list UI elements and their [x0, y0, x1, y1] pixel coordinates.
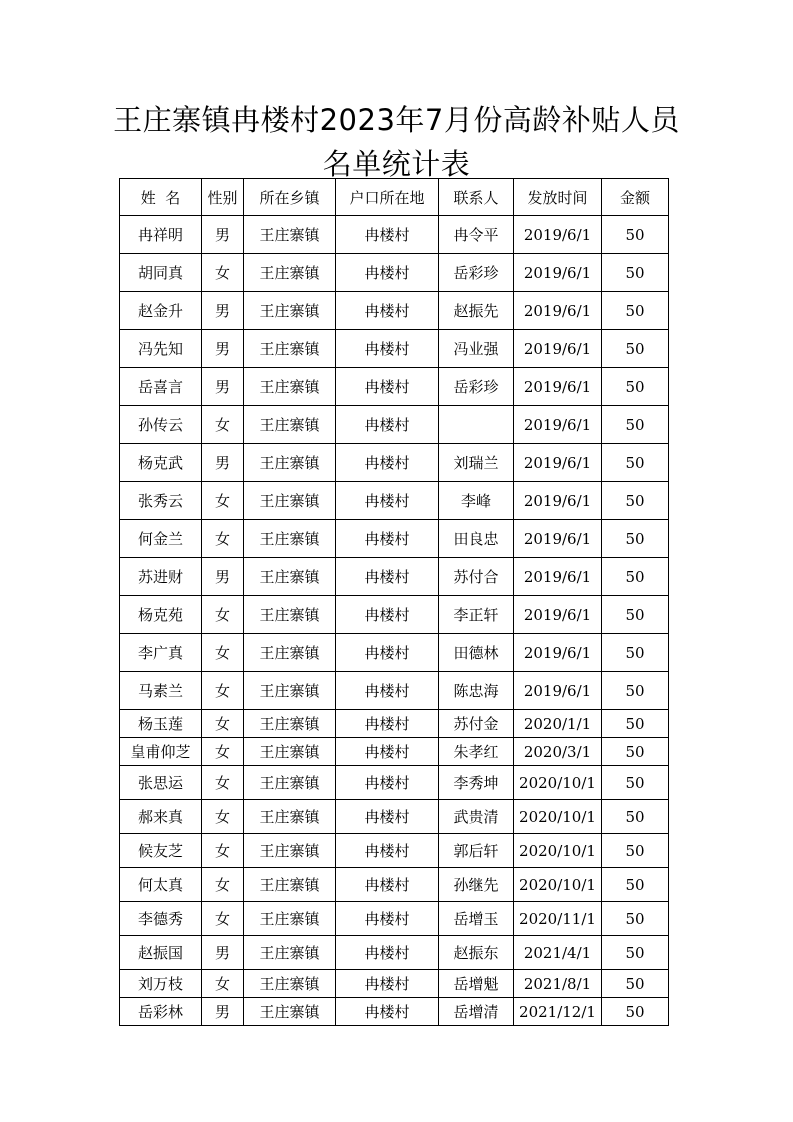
- cell-amount: 50: [602, 868, 669, 902]
- cell-name: 胡同真: [120, 254, 202, 292]
- cell-amount: 50: [602, 738, 669, 766]
- cell-contact: 冯业强: [439, 330, 514, 368]
- cell-gender: 女: [202, 710, 244, 738]
- cell-amount: 50: [602, 406, 669, 444]
- cell-issue-date: 2020/10/1: [514, 834, 602, 868]
- cell-name: 孙传云: [120, 406, 202, 444]
- cell-contact: 岳增魁: [439, 970, 514, 998]
- cell-name: 赵振国: [120, 936, 202, 970]
- subsidy-table: [119, 178, 669, 1026]
- cell-name: 冯先知: [120, 330, 202, 368]
- table-row: [120, 800, 669, 834]
- header-amount: 金额: [602, 179, 669, 216]
- cell-contact: 朱孝红: [439, 738, 514, 766]
- cell-contact: 李峰: [439, 482, 514, 520]
- cell-household: 冉楼村: [336, 998, 439, 1026]
- cell-gender: 女: [202, 834, 244, 868]
- cell-name: 岳喜言: [120, 368, 202, 406]
- cell-gender: 男: [202, 558, 244, 596]
- cell-household: 冉楼村: [336, 672, 439, 710]
- header-township: 所在乡镇: [244, 179, 336, 216]
- cell-gender: 女: [202, 970, 244, 998]
- cell-gender: 女: [202, 482, 244, 520]
- cell-gender: 男: [202, 936, 244, 970]
- cell-name: 李广真: [120, 634, 202, 672]
- cell-amount: 50: [602, 970, 669, 998]
- cell-amount: 50: [602, 444, 669, 482]
- table-row: [120, 292, 669, 330]
- cell-issue-date: 2019/6/1: [514, 406, 602, 444]
- cell-contact: 李秀坤: [439, 766, 514, 800]
- cell-household: 冉楼村: [336, 766, 439, 800]
- cell-gender: 女: [202, 672, 244, 710]
- cell-name: 候友芝: [120, 834, 202, 868]
- cell-gender: 女: [202, 254, 244, 292]
- cell-household: 冉楼村: [336, 330, 439, 368]
- table-row: [120, 766, 669, 800]
- cell-issue-date: 2020/3/1: [514, 738, 602, 766]
- cell-township: 王庄寨镇: [244, 292, 336, 330]
- cell-township: 王庄寨镇: [244, 672, 336, 710]
- cell-gender: 女: [202, 520, 244, 558]
- cell-township: 王庄寨镇: [244, 634, 336, 672]
- cell-township: 王庄寨镇: [244, 558, 336, 596]
- cell-contact: 岳彩珍: [439, 368, 514, 406]
- cell-township: 王庄寨镇: [244, 368, 336, 406]
- cell-township: 王庄寨镇: [244, 710, 336, 738]
- cell-contact: 冉令平: [439, 216, 514, 254]
- cell-township: 王庄寨镇: [244, 738, 336, 766]
- cell-amount: 50: [602, 482, 669, 520]
- cell-gender: 男: [202, 330, 244, 368]
- table-row: [120, 868, 669, 902]
- cell-contact: 赵振先: [439, 292, 514, 330]
- table-row: [120, 368, 669, 406]
- cell-name: 何金兰: [120, 520, 202, 558]
- table-header-row: [120, 179, 669, 216]
- cell-township: 王庄寨镇: [244, 520, 336, 558]
- cell-contact: [439, 406, 514, 444]
- cell-issue-date: 2021/12/1: [514, 998, 602, 1026]
- cell-gender: 女: [202, 766, 244, 800]
- cell-contact: 赵振东: [439, 936, 514, 970]
- cell-issue-date: 2019/6/1: [514, 558, 602, 596]
- cell-name: 杨克苑: [120, 596, 202, 634]
- cell-household: 冉楼村: [336, 970, 439, 998]
- cell-household: 冉楼村: [336, 444, 439, 482]
- cell-name: 冉祥明: [120, 216, 202, 254]
- table-row: [120, 406, 669, 444]
- cell-issue-date: 2020/10/1: [514, 800, 602, 834]
- header-contact: 联系人: [439, 179, 514, 216]
- cell-township: 王庄寨镇: [244, 482, 336, 520]
- cell-name: 何太真: [120, 868, 202, 902]
- cell-household: 冉楼村: [336, 292, 439, 330]
- cell-name: 赵金升: [120, 292, 202, 330]
- cell-gender: 女: [202, 738, 244, 766]
- cell-amount: 50: [602, 558, 669, 596]
- cell-issue-date: 2019/6/1: [514, 368, 602, 406]
- cell-amount: 50: [602, 216, 669, 254]
- cell-township: 王庄寨镇: [244, 868, 336, 902]
- cell-contact: 田良忠: [439, 520, 514, 558]
- cell-household: 冉楼村: [336, 254, 439, 292]
- cell-amount: 50: [602, 596, 669, 634]
- cell-contact: 岳彩珍: [439, 254, 514, 292]
- cell-household: 冉楼村: [336, 868, 439, 902]
- cell-amount: 50: [602, 330, 669, 368]
- header-household: 户口所在地: [336, 179, 439, 216]
- table-row: [120, 970, 669, 998]
- cell-township: 王庄寨镇: [244, 254, 336, 292]
- cell-township: 王庄寨镇: [244, 766, 336, 800]
- cell-household: 冉楼村: [336, 710, 439, 738]
- cell-household: 冉楼村: [336, 216, 439, 254]
- cell-amount: 50: [602, 292, 669, 330]
- cell-amount: 50: [602, 766, 669, 800]
- table-row: [120, 482, 669, 520]
- cell-amount: 50: [602, 936, 669, 970]
- table-row: [120, 216, 669, 254]
- table-row: [120, 254, 669, 292]
- cell-household: 冉楼村: [336, 834, 439, 868]
- cell-household: 冉楼村: [336, 936, 439, 970]
- cell-household: 冉楼村: [336, 368, 439, 406]
- cell-township: 王庄寨镇: [244, 330, 336, 368]
- cell-issue-date: 2020/10/1: [514, 766, 602, 800]
- cell-gender: 男: [202, 216, 244, 254]
- cell-name: 苏进财: [120, 558, 202, 596]
- cell-township: 王庄寨镇: [244, 596, 336, 634]
- cell-township: 王庄寨镇: [244, 444, 336, 482]
- cell-gender: 女: [202, 596, 244, 634]
- table-row: [120, 710, 669, 738]
- cell-gender: 男: [202, 292, 244, 330]
- cell-township: 王庄寨镇: [244, 800, 336, 834]
- cell-name: 刘万枝: [120, 970, 202, 998]
- cell-contact: 孙继先: [439, 868, 514, 902]
- cell-name: 张思运: [120, 766, 202, 800]
- cell-contact: 陈忠海: [439, 672, 514, 710]
- cell-contact: 郭后轩: [439, 834, 514, 868]
- cell-gender: 男: [202, 444, 244, 482]
- cell-issue-date: 2019/6/1: [514, 254, 602, 292]
- cell-gender: 男: [202, 998, 244, 1026]
- cell-household: 冉楼村: [336, 634, 439, 672]
- table-row: [120, 902, 669, 936]
- cell-issue-date: 2019/6/1: [514, 444, 602, 482]
- cell-gender: 女: [202, 902, 244, 936]
- page-subtitle: 名单统计表: [322, 147, 471, 181]
- cell-contact: 田德林: [439, 634, 514, 672]
- cell-contact: 武贵清: [439, 800, 514, 834]
- cell-household: 冉楼村: [336, 482, 439, 520]
- cell-household: 冉楼村: [336, 520, 439, 558]
- cell-household: 冉楼村: [336, 596, 439, 634]
- table-row: [120, 672, 669, 710]
- cell-township: 王庄寨镇: [244, 216, 336, 254]
- table-row: [120, 738, 669, 766]
- table-row: [120, 520, 669, 558]
- cell-amount: 50: [602, 672, 669, 710]
- cell-contact: 刘瑞兰: [439, 444, 514, 482]
- cell-contact: 岳增玉: [439, 902, 514, 936]
- cell-amount: 50: [602, 520, 669, 558]
- cell-issue-date: 2019/6/1: [514, 634, 602, 672]
- cell-contact: 李正轩: [439, 596, 514, 634]
- cell-issue-date: 2019/6/1: [514, 216, 602, 254]
- cell-gender: 男: [202, 368, 244, 406]
- cell-household: 冉楼村: [336, 558, 439, 596]
- cell-issue-date: 2020/10/1: [514, 868, 602, 902]
- table-row: [120, 596, 669, 634]
- cell-amount: 50: [602, 800, 669, 834]
- cell-amount: 50: [602, 254, 669, 292]
- cell-township: 王庄寨镇: [244, 902, 336, 936]
- header-issue-date: 发放时间: [514, 179, 602, 216]
- table-row: [120, 834, 669, 868]
- cell-name: 岳彩林: [120, 998, 202, 1026]
- cell-issue-date: 2019/6/1: [514, 482, 602, 520]
- cell-issue-date: 2019/6/1: [514, 292, 602, 330]
- cell-name: 杨玉莲: [120, 710, 202, 738]
- cell-gender: 女: [202, 634, 244, 672]
- cell-name: 郝来真: [120, 800, 202, 834]
- cell-township: 王庄寨镇: [244, 998, 336, 1026]
- cell-gender: 女: [202, 406, 244, 444]
- header-gender: 性别: [202, 179, 244, 216]
- cell-issue-date: 2019/6/1: [514, 596, 602, 634]
- cell-name: 李德秀: [120, 902, 202, 936]
- cell-township: 王庄寨镇: [244, 936, 336, 970]
- cell-amount: 50: [602, 834, 669, 868]
- cell-name: 张秀云: [120, 482, 202, 520]
- cell-issue-date: 2021/8/1: [514, 970, 602, 998]
- cell-township: 王庄寨镇: [244, 834, 336, 868]
- cell-issue-date: 2019/6/1: [514, 330, 602, 368]
- cell-household: 冉楼村: [336, 800, 439, 834]
- table-row: [120, 330, 669, 368]
- cell-amount: 50: [602, 902, 669, 936]
- table-row: [120, 444, 669, 482]
- cell-issue-date: 2019/6/1: [514, 672, 602, 710]
- header-name: 姓 名: [120, 179, 202, 216]
- cell-township: 王庄寨镇: [244, 406, 336, 444]
- cell-contact: 苏付合: [439, 558, 514, 596]
- cell-contact: 苏付金: [439, 710, 514, 738]
- cell-contact: 岳增清: [439, 998, 514, 1026]
- page-title: 王庄寨镇冉楼村2023年7月份高龄补贴人员: [113, 103, 680, 137]
- cell-name: 马素兰: [120, 672, 202, 710]
- cell-issue-date: 2020/1/1: [514, 710, 602, 738]
- cell-household: 冉楼村: [336, 738, 439, 766]
- cell-household: 冉楼村: [336, 406, 439, 444]
- cell-issue-date: 2021/4/1: [514, 936, 602, 970]
- cell-household: 冉楼村: [336, 902, 439, 936]
- cell-issue-date: 2019/6/1: [514, 520, 602, 558]
- cell-gender: 女: [202, 800, 244, 834]
- cell-amount: 50: [602, 368, 669, 406]
- cell-township: 王庄寨镇: [244, 970, 336, 998]
- table-row: [120, 634, 669, 672]
- cell-gender: 女: [202, 868, 244, 902]
- cell-issue-date: 2020/11/1: [514, 902, 602, 936]
- cell-amount: 50: [602, 634, 669, 672]
- cell-name: 皇甫仰芝: [120, 738, 202, 766]
- cell-name: 杨克武: [120, 444, 202, 482]
- cell-amount: 50: [602, 710, 669, 738]
- table-row: [120, 936, 669, 970]
- table-row: [120, 558, 669, 596]
- table-row: [120, 998, 669, 1026]
- cell-amount: 50: [602, 998, 669, 1026]
